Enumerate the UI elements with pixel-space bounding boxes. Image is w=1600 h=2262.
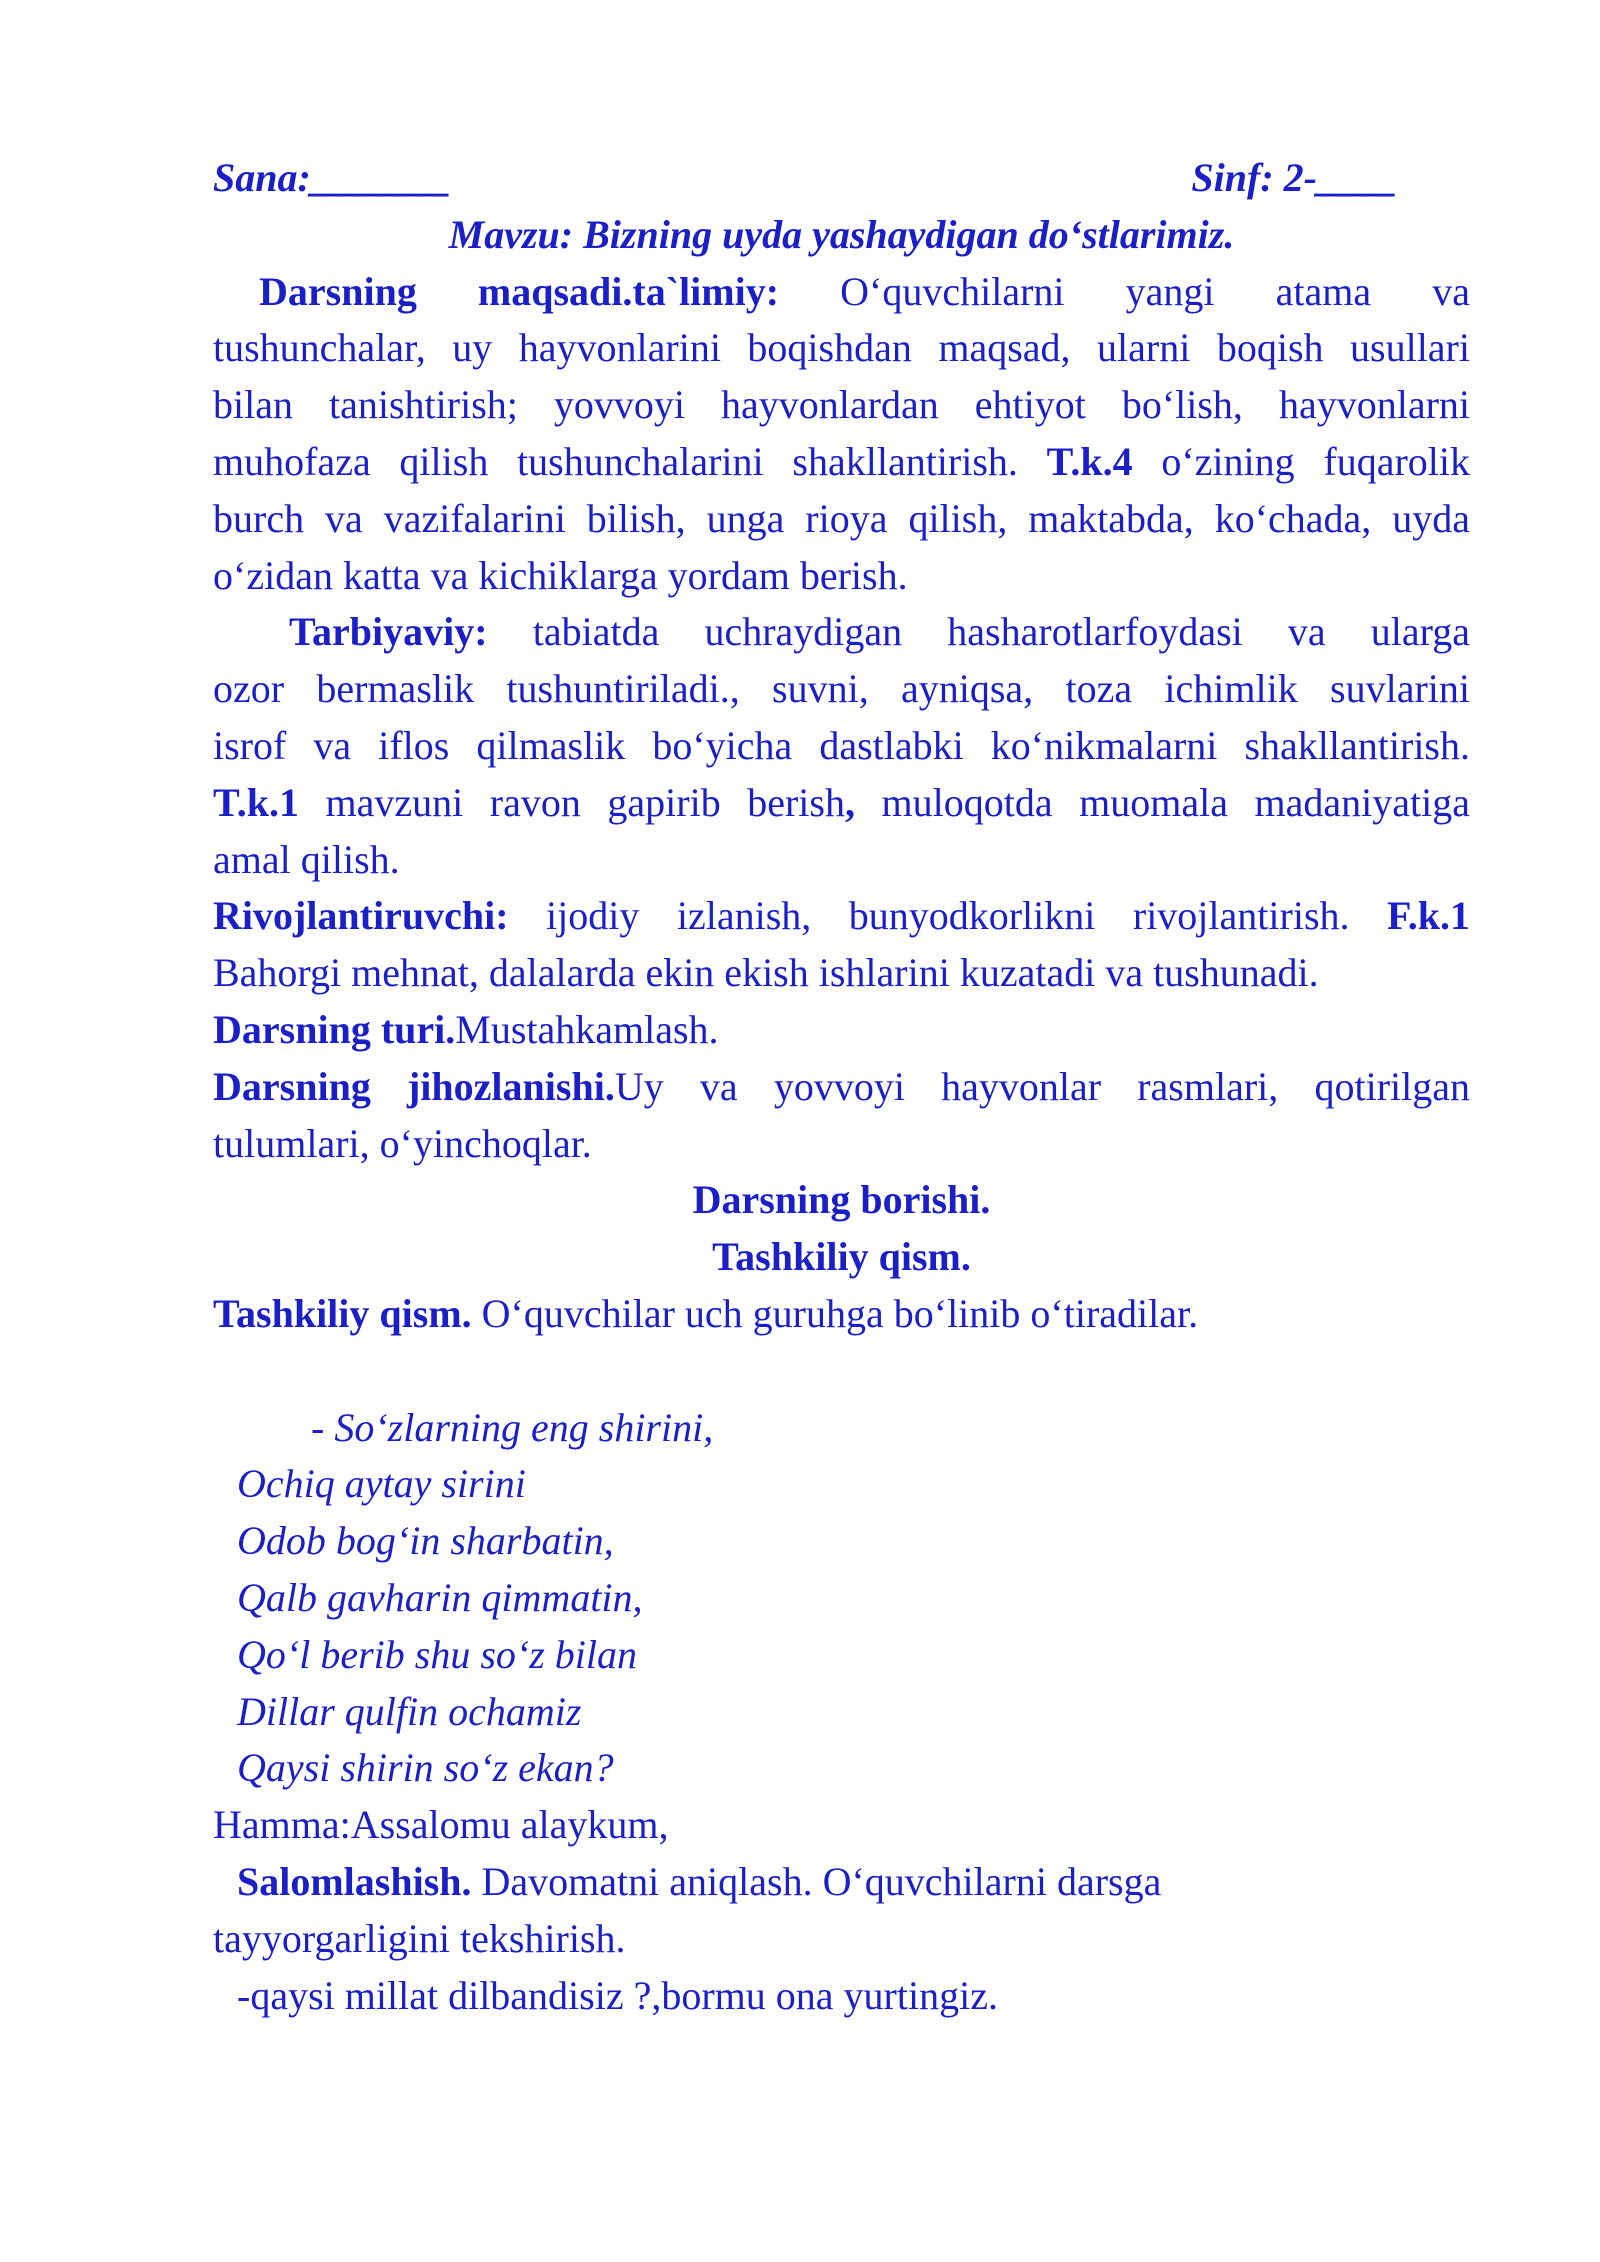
organizational-text: O‘quvchilar uch guruhga bo‘linib o‘tiradilar. <box>481 1290 1199 1336</box>
poem-line: Qalb gavharin qimmatin, <box>237 1574 643 1620</box>
objective-line-4 <box>213 434 1470 491</box>
upbringing-line-1 <box>213 604 1470 661</box>
upbringing-text: muloqotda muomala madaniyatiga <box>881 779 1471 825</box>
objective-text: o‘zining fuqarolik <box>1161 438 1471 484</box>
greeting-part <box>213 1854 1470 1911</box>
poem-line: Dillar qulfin ochamiz <box>237 1688 582 1734</box>
objective-line-1 <box>213 264 1470 321</box>
upbringing-label: Tarbiyaviy: <box>289 609 488 655</box>
objective-text: O‘quvchilarni yangi atama va <box>840 268 1471 314</box>
upbringing-line-5: amal qilish. <box>213 836 400 882</box>
class-field: Sinf: 2-____ <box>1191 155 1397 200</box>
equipment-line-1 <box>213 1059 1470 1116</box>
objective-line-5: burch va vazifalarini bilish, unga rioya qilish, maktabda, ko‘chada, uyda <box>213 495 1470 541</box>
organizational-label: Tashkiliy qism. <box>213 1290 472 1336</box>
date-field: Sana:_______ <box>213 155 451 200</box>
header-row <box>213 150 1470 207</box>
equipment-label: Darsning jihozlanishi. <box>213 1063 615 1109</box>
development-line-1 <box>213 888 1470 945</box>
comma: , <box>844 779 855 825</box>
objective-text: muhofaza qilish tushunchalarini shakllantirish. <box>213 438 1018 484</box>
lesson-type <box>213 1002 1470 1059</box>
greeting-part-line-2: tayyorgarligini tekshirish. <box>213 1915 626 1961</box>
lesson-topic: Mavzu: Bizning uyda yashaydigan do‘stlarimiz. <box>448 211 1235 257</box>
development-text: ijodiy izlanish, bunyodkorlikni rivojlantirish. <box>546 893 1350 939</box>
poem-line: Ochiq aytay sirini <box>237 1461 526 1507</box>
poem-line: - So‘zlarning eng shirini, <box>311 1404 714 1450</box>
lesson-type-value: Mustahkamlash. <box>455 1006 719 1052</box>
competency-code: T.k.4 <box>1046 438 1133 484</box>
greeting-text: Davomatni aniqlash. O‘quvchilarni darsga <box>481 1858 1162 1904</box>
lesson-plan <box>213 150 1470 2024</box>
organizational-part <box>213 1286 1470 1343</box>
objective-line-2: tushunchalar, uy hayvonlarini boqishdan maqsad, ularni boqish usullari <box>213 325 1470 371</box>
organizational-heading: Tashkiliy qism. <box>712 1234 971 1280</box>
lesson-type-label: Darsning turi. <box>213 1006 456 1052</box>
equipment-text: Uy va yovvoyi hayvonlar rasmlari, qotirilgan <box>614 1063 1470 1109</box>
development-line-2: Bahorgi mehnat, dalalarda ekin ekish ishlarini kuzatadi va tushunadi. <box>213 950 1319 996</box>
equipment-line-2: tulumlari, o‘yinchoqlar. <box>213 1120 592 1166</box>
upbringing-text: tabiatda uchraydigan hasharotlarfoydasi va ularga <box>532 609 1471 655</box>
lesson-flow-heading: Darsning borishi. <box>692 1177 991 1223</box>
upbringing-line-2: ozor bermaslik tushuntiriladi., suvni, ayniqsa, toza ichimlik suvlarini <box>213 666 1470 712</box>
upbringing-text: mavzuni ravon gapirib berish <box>325 779 845 825</box>
objective-line-6: o‘zidan katta va kichiklarga yordam berish. <box>213 552 908 598</box>
objective-label: Darsning maqsadi.ta`limiy: <box>259 268 780 314</box>
upbringing-line-4 <box>213 775 1470 832</box>
competency-code: T.k.1 <box>213 779 299 825</box>
upbringing-line-3: isrof va iflos qilmaslik bo‘yicha dastlabki ko‘nikmalarni shakllantirish. <box>213 722 1470 768</box>
competency-code: F.k.1 <box>1387 893 1471 939</box>
question-line: -qaysi millat dilbandisiz ?,bormu ona yurtingiz. <box>237 1972 998 2018</box>
greeting-line: Hamma:Assalomu alaykum, <box>213 1802 669 1848</box>
development-label: Rivojlantiruvchi: <box>213 893 509 939</box>
poem-line: Qaysi shirin so‘z ekan? <box>237 1745 614 1791</box>
poem-line: Qo‘l berib shu so‘z bilan <box>237 1631 637 1677</box>
blank-line <box>213 1343 1470 1400</box>
poem-line: Odob bog‘in sharbatin, <box>237 1518 614 1564</box>
objective-line-3: bilan tanishtirish; yovvoyi hayvonlardan ehtiyot bo‘lish, hayvonlarni <box>213 382 1470 428</box>
greeting-label: Salomlashish. <box>237 1858 472 1904</box>
